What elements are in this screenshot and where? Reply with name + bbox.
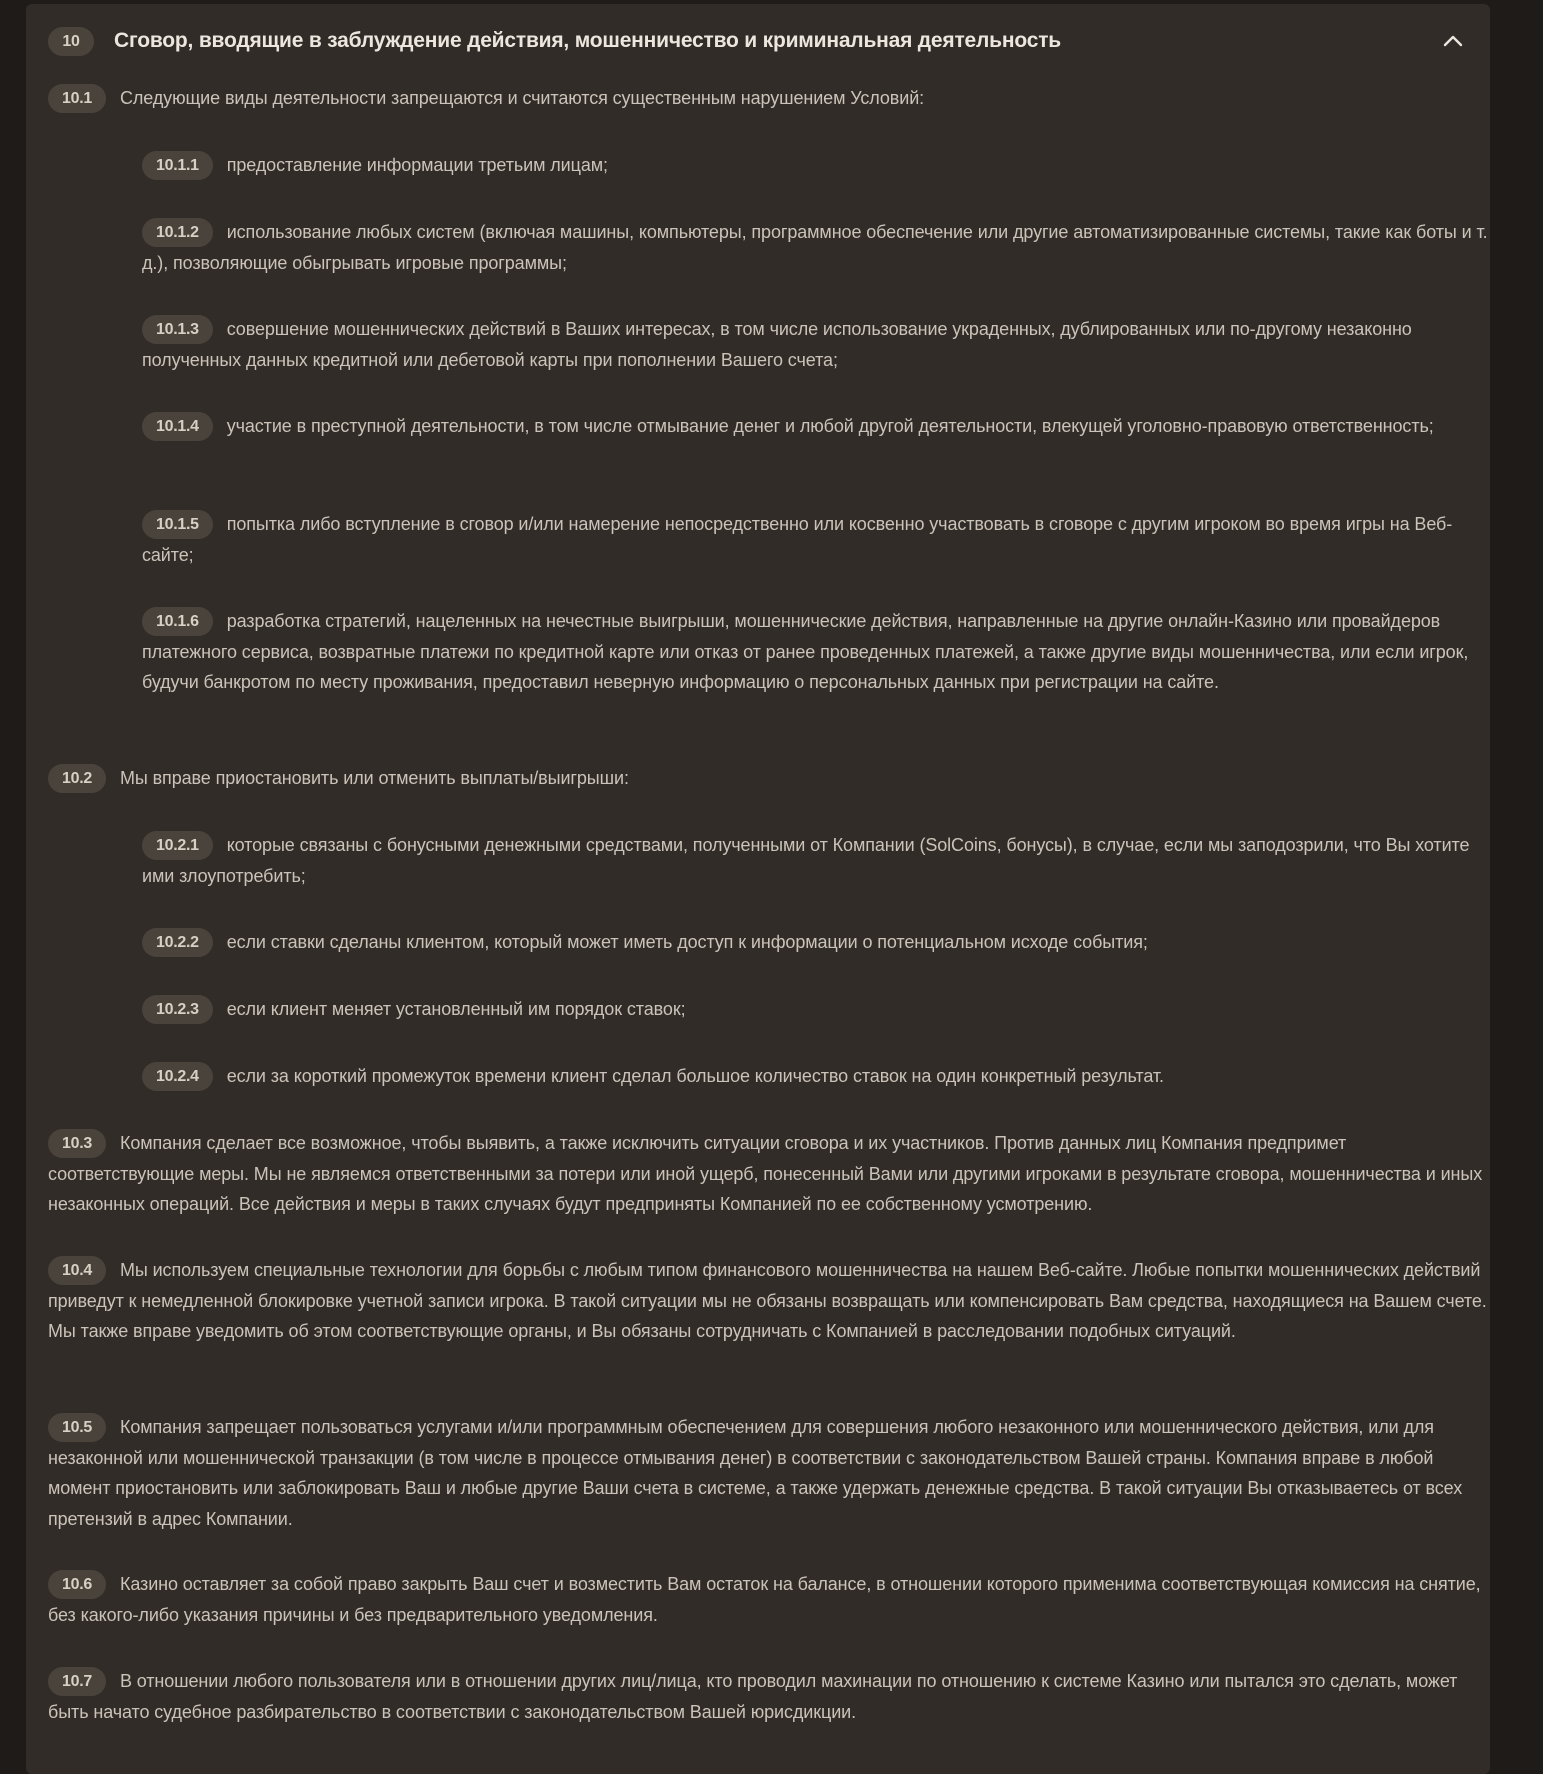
clause-number-badge: 10.4 — [48, 1256, 106, 1285]
clause-number-badge: 10.5 — [48, 1413, 106, 1442]
clause-number-badge: 10.2.4 — [142, 1062, 213, 1091]
clause-text: совершение мошеннических действий в Ваших интересах, в том числе использование украденных, дублированных или по-другому незаконно полученных данных кредитной или дебетовой карты при пополнении Вашего счета; — [142, 319, 1412, 370]
clause-10-4 — [48, 1255, 1494, 1347]
clause-10-6 — [48, 1569, 1494, 1630]
clause-number-badge: 10.6 — [48, 1570, 106, 1599]
clause-10-2-4 — [142, 1061, 1494, 1092]
clause-10-1 — [48, 83, 1494, 114]
clause-text: Мы вправе приостановить или отменить выплаты/выигрыши: — [119, 768, 629, 788]
clause-10-1-3 — [142, 314, 1494, 375]
clause-number-badge: 10.7 — [48, 1667, 106, 1696]
clause-number-badge: 10.1.2 — [142, 218, 213, 247]
clause-number-badge: 10.1.3 — [142, 315, 213, 344]
clause-number-badge: 10.2.1 — [142, 831, 213, 860]
section-title: Сговор, вводящие в заблуждение действия, мошенничество и криминальная деятельность — [114, 29, 1061, 52]
clause-text: если ставки сделаны клиентом, который может иметь доступ к информации о потенциальном исходе события; — [226, 932, 1148, 952]
clause-text: если клиент меняет установленный им порядок ставок; — [226, 999, 686, 1019]
clause-10-2-3 — [142, 994, 1494, 1025]
clause-number-badge: 10.1.5 — [142, 510, 213, 539]
clause-number-badge: 10.2.2 — [142, 928, 213, 957]
clause-10-1-1 — [142, 150, 1494, 181]
clause-text: предоставление информации третьим лицам; — [226, 155, 608, 175]
clause-text: если за короткий промежуток времени клиент сделал большое количество ставок на один конкретный результат. — [226, 1066, 1164, 1086]
clause-10-1-2 — [142, 217, 1494, 278]
clause-text: Компания запрещает пользоваться услугами и/или программным обеспечением для совершения любого незаконного или мошеннического действия, или для незаконной или мошеннической транзакции (в том числе в процессе отмывания денег) в соответствии с законодательством Вашей страны. Компания вправе в любой момент приостановить или заблокировать Ваш и любые другие Ваши счета в системе, а также удержать денежные средства. В такой ситуации Вы отказываетесь от всех претензий в адрес Компании. — [48, 1417, 1463, 1529]
clause-text: попытка либо вступление в сговор и/или намерение непосредственно или косвенно участвовать в сговоре с другим игроком во время игры на Веб-сайте; — [142, 514, 1453, 565]
clause-text: В отношении любого пользователя или в отношении других лиц/лица, кто проводил махинации по отношению к системе Казино или пытался это сделать, может быть начато судебное разбирательство в соответствии с законодательством Вашей юрисдикции. — [48, 1671, 1458, 1722]
clause-text: Следующие виды деятельности запрещаются и считаются существенным нарушением Условий: — [119, 88, 925, 108]
clause-10-3 — [48, 1128, 1494, 1220]
clause-text: участие в преступной деятельности, в том числе отмывание денег и любой другой деятельности, влекущей уголовно-правовую ответственность; — [226, 416, 1434, 436]
clause-number-badge: 10.1.6 — [142, 607, 213, 636]
clause-10-2-1 — [142, 830, 1494, 891]
clause-number-badge: 10.2.3 — [142, 995, 213, 1024]
clause-10-2-2 — [142, 927, 1494, 958]
section-number-badge: 10 — [48, 27, 94, 56]
clause-number-badge: 10.3 — [48, 1129, 106, 1158]
clause-number-badge: 10.1 — [48, 84, 106, 113]
clause-text: Казино оставляет за собой право закрыть Ваш счет и возместить Вам остаток на балансе, в отношении которого применима соответствующая комиссия на снятие, без какого-либо указания причины и без предварительного уведомления. — [48, 1574, 1481, 1625]
terms-section-panel — [26, 4, 1490, 1774]
clause-text: использование любых систем (включая машины, компьютеры, программное обеспечение или другие автоматизированные системы, такие как боты и т. д.), позволяющие обыгрывать игровые программы; — [142, 222, 1488, 273]
clause-number-badge: 10.2 — [48, 764, 106, 793]
clause-number-badge: 10.1.4 — [142, 412, 213, 441]
clause-text: разработка стратегий, нацеленных на нечестные выигрыши, мошеннические действия, направленные на другие онлайн-Казино или провайдеров платежного сервиса, возвратные платежи по кредитной карте или отказ от ранее проведенных платежей, а также другие виды мошенничества, или если игрок, будучи банкротом по месту проживания, предоставил неверную информацию о персональных данных при регистрации на сайте. — [142, 611, 1469, 692]
clause-text: Компания сделает все возможное, чтобы выявить, а также исключить ситуации сговора и их участников. Против данных лиц Компания предпримет соответствующие меры. Мы не являемся ответственными за потери или иной ущерб, понесенный Вами или другими игроками в результате сговора, мошенничества и иных незаконных операций. Все действия и меры в таких случаях будут предприняты Компанией по ее собственному усмотрению. — [48, 1133, 1483, 1214]
clause-10-1-6 — [142, 606, 1494, 698]
clause-10-5 — [48, 1412, 1494, 1534]
chevron-up-icon[interactable] — [1438, 26, 1468, 56]
clause-10-7 — [48, 1666, 1494, 1727]
clause-10-1-4 — [142, 411, 1494, 442]
clause-10-2 — [48, 763, 1494, 794]
clause-text: которые связаны с бонусными денежными средствами, полученными от Компании (SolCoins, бонусы), в случае, если мы заподозрили, что Вы хотите ими злоупотребить; — [142, 835, 1470, 886]
section-header[interactable] — [48, 22, 1468, 60]
clause-10-1-5 — [142, 509, 1494, 570]
clause-number-badge: 10.1.1 — [142, 151, 213, 180]
clause-text: Мы используем специальные технологии для борьбы с любым типом финансового мошенничества на нашем Веб-сайте. Любые попытки мошеннических действий приведут к немедленной блокировке учетной записи игрока. В такой ситуации мы не обязаны возвращать или компенсировать Вам средства, находящиеся на Вашем счете. Мы также вправе уведомить об этом соответствующие органы, и Вы обязаны сотрудничать с Компанией в расследовании подобных ситуаций. — [48, 1260, 1487, 1341]
